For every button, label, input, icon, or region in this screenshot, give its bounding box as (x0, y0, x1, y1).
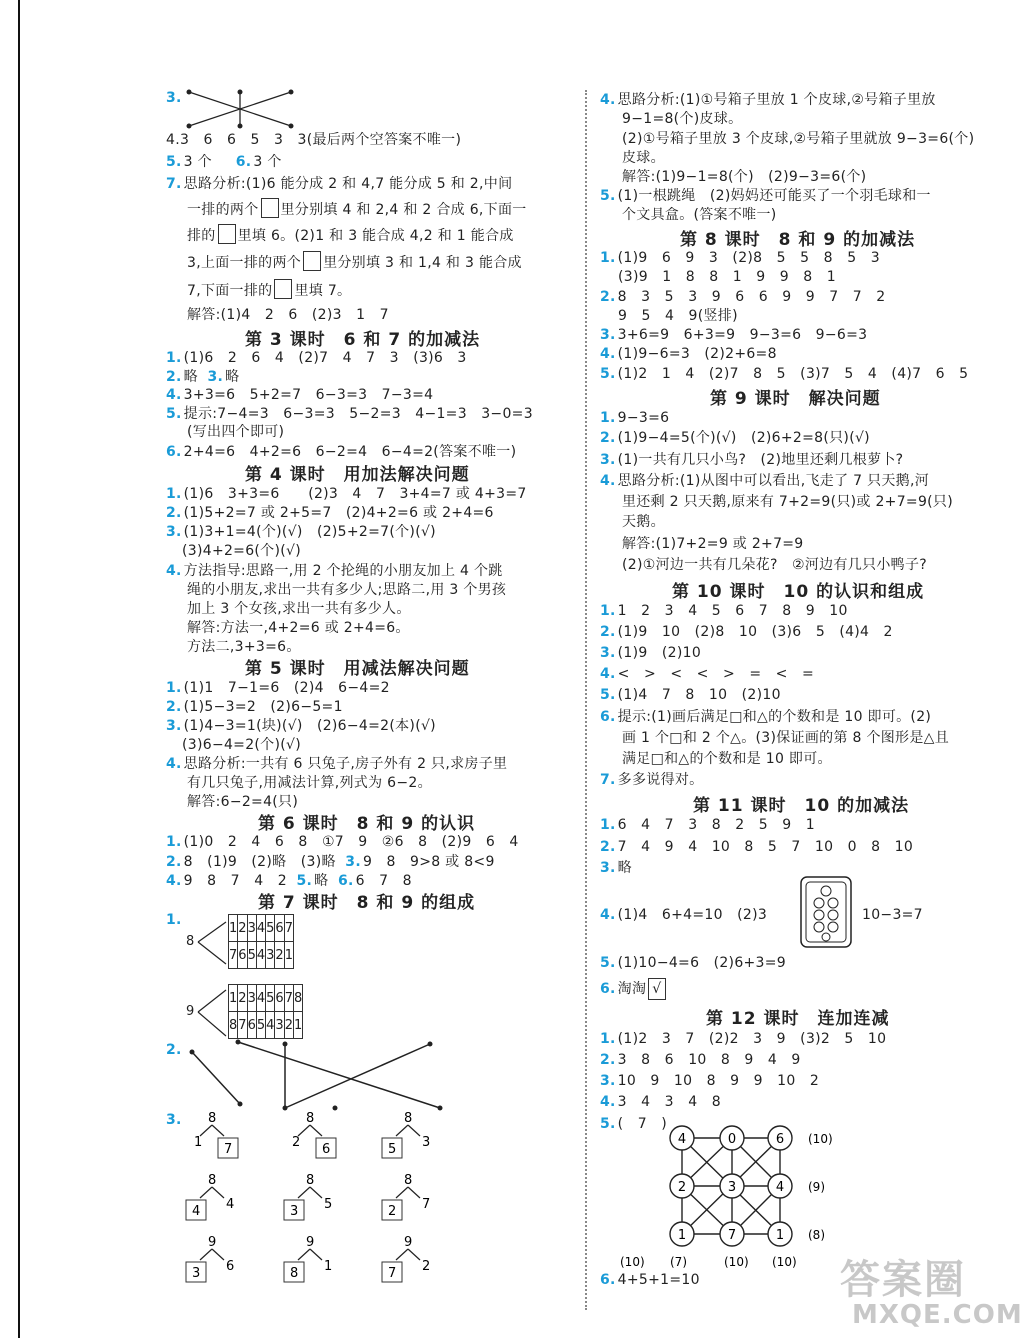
l5-q4: 4. 思路分析:一共有 6 只兔子,房子外有 2 只,求房子里 (166, 756, 508, 772)
column-sum-label: (10) (724, 1255, 749, 1269)
l10-q7: 7. 多多说得对。 (600, 772, 704, 788)
grid-cell: 7 (238, 1012, 247, 1039)
grid-cell: 1 (229, 915, 238, 942)
l10-q2: 2. (1)9 10 (2)8 10 (3)6 5 (4)4 2 (600, 624, 893, 640)
svg-text:4: 4 (677, 1132, 687, 1147)
l5-q4b: 有几只兔子,用减法计算,列式为 6−2。 (187, 775, 432, 791)
number-tree (186, 1173, 234, 1220)
q3-number: 3. (166, 90, 182, 106)
network-node (670, 1174, 694, 1198)
l6-q4-q6: 4. 9 8 7 4 2 5. 略 6. 6 7 8 (166, 873, 412, 889)
column-sum-label: (10) (620, 1255, 645, 1269)
svg-text:1: 1 (677, 1228, 687, 1243)
check-box: √ (648, 978, 665, 1000)
column-sum-label: (10) (772, 1255, 797, 1269)
l12-q1: 1. (1)2 3 7 (2)2 3 9 (3)2 5 10 (600, 1031, 887, 1047)
l7-q3-number-trees (180, 1106, 480, 1296)
l9-q3: 3. (1)一共有几只小鸟? (2)地里还剩几根萝卜? (600, 452, 904, 468)
l5-q2: 2. (1)5−3=2 (2)6−5=1 (166, 699, 343, 715)
svg-text:1: 1 (775, 1228, 785, 1243)
l3-q6: 6. 2+4=6 4+2=6 6−2=4 6−4=2(答案不唯一) (166, 444, 517, 460)
l11-q4b: 10−3=7 (862, 907, 923, 923)
grid-cell: 6 (238, 942, 247, 969)
svg-text:2: 2 (677, 1180, 687, 1195)
r-q4b: 9−1=8(个)皮球。 (622, 111, 743, 127)
number-tree (284, 1235, 332, 1282)
row-sum-label: (10) (808, 1132, 833, 1146)
tree-left: 5 (388, 1142, 397, 1157)
l5-q3: 3. (1)4−3=1(块)(√) (2)6−4=2(本)(√) (166, 718, 436, 734)
tree-right: 6 (322, 1142, 331, 1157)
q7-line5: 7,下面一排的 里填 7。 (187, 279, 351, 301)
l6-q2-q3: 2. 8 (1)9 (2)略 (3)略 3. 9 8 9>8 或 8<9 (166, 854, 495, 870)
q7-answer: 解答:(1)4 2 6 (2)3 1 7 (187, 307, 389, 323)
grid-cell: 6 (275, 985, 284, 1012)
l8-q4: 4. (1)9−6=3 (2)2+6=8 (600, 346, 777, 362)
q7-line4: 3,上面一排的两个 里分别填 3 和 1,4 和 3 能合成 (187, 251, 522, 273)
l7-q2-number: 2. (166, 1042, 182, 1058)
ten-frame-icon (800, 876, 852, 948)
network-node (670, 1126, 694, 1150)
tree-left: 4 (192, 1204, 201, 1219)
q4-answer: 4.3 6 6 5 3 3(最后两个空答案不唯一) (166, 132, 462, 148)
tree-top: 8 (306, 1111, 315, 1126)
grid-cell: 4 (256, 915, 265, 942)
l4-q3b: (3)4+2=6(个)(√) (182, 543, 301, 559)
tree-right: 5 (324, 1197, 333, 1212)
grid-cell: 8 (293, 985, 302, 1012)
tree-right: 1 (324, 1259, 333, 1274)
number-tree (382, 1111, 430, 1158)
column-divider (585, 90, 587, 1310)
column-sum-label: (7) (670, 1255, 687, 1269)
grid-cell: 5 (247, 942, 256, 969)
grid-cell: 2 (238, 915, 247, 942)
blank-box (274, 279, 292, 299)
grid-cell: 5 (256, 1012, 265, 1039)
l11-q2: 2. 7 4 9 4 10 8 5 7 10 0 8 10 (600, 839, 914, 855)
heading-lesson-8: 第 8 课时 8 和 9 的加减法 (680, 230, 916, 250)
l9-q1: 1. 9−3=6 (600, 410, 670, 426)
heading-lesson-5: 第 5 课时 用减法解决问题 (245, 659, 470, 679)
l8-q2: 2. 8 3 5 3 9 6 6 9 9 7 7 2 (600, 289, 886, 305)
tree-left: 2 (292, 1135, 301, 1150)
number-tree (382, 1173, 430, 1220)
l12-q5-number-network (612, 1118, 852, 1278)
l10-q3: 3. (1)9 (2)10 (600, 645, 702, 661)
tree-top: 9 (208, 1235, 217, 1250)
svg-text:0: 0 (727, 1132, 737, 1147)
heading-lesson-4: 第 4 课时 用加法解决问题 (245, 465, 470, 485)
grid-cell: 5 (266, 985, 275, 1012)
tree-left: 3 (192, 1266, 201, 1281)
tree-top: 8 (404, 1111, 413, 1126)
heading-lesson-6: 第 6 课时 8 和 9 的认识 (258, 814, 476, 834)
grid-cell: 3 (275, 1012, 284, 1039)
tree-left: 7 (388, 1266, 397, 1281)
l11-q5: 5. (1)10−4=6 (2)6+3=9 (600, 955, 787, 971)
l8-q2b: 9 5 4 9(竖排) (618, 308, 738, 324)
l11-q6: 6. 淘淘 √ (600, 978, 666, 1000)
number-tree (292, 1111, 336, 1158)
row-sum-label: (9) (808, 1180, 825, 1194)
grid-cell: 8 (229, 1012, 238, 1039)
blank-box (303, 251, 321, 271)
grid-8-composition (228, 914, 294, 969)
r-q4: 4. 思路分析:(1)①号箱子里放 1 个皮球,②号箱子里放 (600, 92, 936, 108)
l4-q1: 1. (1)6 3+3=6 (2)3 4 7 3+4=7 或 4+3=7 (166, 486, 527, 502)
q7-line1: 7. 思路分析:(1)6 能分成 2 和 4,7 能分成 5 和 2,中间 (166, 176, 513, 192)
grid-cell: 4 (256, 942, 265, 969)
heading-lesson-12: 第 12 课时 连加连减 (706, 1009, 890, 1029)
network-node (720, 1222, 744, 1246)
heading-lesson-10: 第 10 课时 10 的认识和组成 (672, 582, 925, 602)
grid-cell: 4 (256, 985, 265, 1012)
r-q4c: (2)①号箱子里放 3 个皮球,②号箱子里就放 9−3=6(个) (622, 131, 975, 147)
l5-q4c: 解答:6−2=4(只) (187, 794, 299, 810)
number-tree (284, 1173, 332, 1220)
tree-top: 8 (404, 1173, 413, 1188)
l12-q6: 6. 4+5+1=10 (600, 1272, 700, 1288)
grid-cell: 7 (229, 942, 238, 969)
tree-top: 8 (306, 1173, 315, 1188)
q3-line-diagram (185, 88, 295, 130)
grid9-label: 9 (186, 1004, 195, 1019)
l9-q4: 4. 思路分析:(1)从图中可以看出,飞走了 7 只天鹅,河 (600, 473, 930, 489)
grid-cell: 6 (275, 915, 284, 942)
network-node (768, 1222, 792, 1246)
grid-cell: 7 (284, 915, 293, 942)
l8-q1b: (3)9 1 8 8 1 9 9 8 1 (618, 269, 836, 285)
l7-q1-number: 1. (166, 912, 182, 928)
tree-right: 3 (422, 1135, 431, 1150)
heading-lesson-3: 第 3 课时 6 和 7 的加减法 (245, 330, 481, 350)
tree-right: 2 (422, 1259, 431, 1274)
tree-top: 9 (404, 1235, 413, 1250)
number-tree (382, 1235, 430, 1282)
l7-q3-number: 3. (166, 1112, 182, 1128)
l10-q4: 4. < > < < > = < = (600, 666, 815, 682)
heading-lesson-9: 第 9 课时 解决问题 (710, 389, 881, 409)
l4-q4b: 绳的小朋友,求出一共有多少人;思路二,用 3 个男孩 (187, 582, 507, 598)
q7-line2: 一排的两个 里分别填 4 和 2,4 和 2 合成 6,下面一 (187, 198, 527, 220)
l11-q4: 4. (1)4 6+4=10 (2)3 (600, 907, 768, 923)
l9-q2: 2. (1)9−4=5(个)(√) (2)6+2=8(只)(√) (600, 430, 870, 446)
l9-q4c: 天鹅。 (622, 514, 665, 530)
network-node (768, 1126, 792, 1150)
l10-q5: 5. (1)4 7 8 10 (2)10 (600, 687, 781, 703)
grid-cell: 1 (284, 942, 293, 969)
grid8-label: 8 (186, 934, 195, 949)
grid-cell: 3 (247, 985, 256, 1012)
l5-q1: 1. (1)1 7−1=6 (2)4 6−4=2 (166, 680, 390, 696)
l8-q3: 3. 3+6=9 6+3=9 9−3=6 9−6=3 (600, 327, 868, 343)
grid-cell: 1 (229, 985, 238, 1012)
svg-text:3: 3 (727, 1180, 737, 1195)
heading-lesson-11: 第 11 课时 10 的加减法 (693, 796, 910, 816)
l4-q4c: 加上 3 个女孩,求出一共有多少人。 (187, 601, 411, 617)
l10-q1: 1. 1 2 3 4 5 6 7 8 9 10 (600, 603, 848, 619)
l8-q1: 1. (1)9 6 9 3 (2)8 5 5 8 5 3 (600, 250, 880, 266)
l4-q3: 3. (1)3+1=4(个)(√) (2)5+2=7(个)(√) (166, 524, 436, 540)
grid-cell: 1 (293, 1012, 302, 1039)
l12-q5: 5. ( 7 ) (600, 1116, 668, 1132)
grid-cell: 2 (284, 1012, 293, 1039)
tree-left: 1 (194, 1135, 203, 1150)
l11-q3: 3. 略 (600, 860, 632, 876)
l10-q6c: 满足□和△的个数和是 10 即可。 (622, 751, 832, 767)
grid-cell: 2 (238, 985, 247, 1012)
r-q4e: 解答:(1)9−1=8(个) (2)9−3=6(个) (622, 169, 867, 185)
number-tree (186, 1235, 234, 1282)
grid-cell: 7 (284, 985, 293, 1012)
q5-q6-answer: 5. 3 个 6. 3 个 (166, 154, 282, 170)
tree-left: 8 (290, 1266, 299, 1281)
l9-q4b: 里还剩 2 只天鹅,原来有 7+2=9(只)或 2+7=9(只) (622, 494, 953, 510)
svg-text:7: 7 (727, 1228, 737, 1243)
watermark-logo: 答案圈 (840, 1257, 966, 1303)
tree-left: 3 (290, 1204, 299, 1219)
l4-q4e: 方法二,3+3=6。 (187, 639, 301, 655)
svg-text:6: 6 (775, 1132, 785, 1147)
l9-q4e: (2)①河边一共有几朵花? ②河边有几只小鸭子? (622, 557, 927, 573)
l10-q6b: 画 1 个□和 2 个△。(3)保证画的第 8 个图形是△且 (622, 730, 950, 746)
network-node (720, 1174, 744, 1198)
grid-cell: 5 (266, 915, 275, 942)
heading-lesson-7: 第 7 课时 8 和 9 的组成 (258, 893, 476, 913)
r-q5b: 个文具盒。(答案不唯一) (622, 207, 777, 223)
tree-right: 7 (422, 1197, 431, 1212)
l3-q2-q3: 2. 略 3. 略 (166, 369, 240, 385)
l12-q2: 2. 3 8 6 10 8 9 4 9 (600, 1052, 801, 1068)
grid8-bracket (196, 920, 228, 966)
l12-q4: 4. 3 4 3 4 8 (600, 1094, 721, 1110)
grid-cell: 4 (266, 1012, 275, 1039)
l3-q5-note: (写出四个即可) (187, 424, 285, 440)
l6-q1: 1. (1)0 2 4 6 8 ①7 9 ②6 8 (2)9 6 4 (166, 834, 519, 850)
tree-top: 8 (208, 1173, 217, 1188)
l3-q5: 5. 提示:7−4=3 6−3=3 5−2=3 4−1=3 3−0=3 (166, 406, 533, 422)
grid-cell: 2 (275, 942, 284, 969)
network-node (768, 1174, 792, 1198)
r-q4d: 皮球。 (622, 150, 665, 166)
blank-box (261, 198, 279, 218)
l12-q3: 3. 10 9 10 8 9 9 10 2 (600, 1073, 820, 1089)
l8-q5: 5. (1)2 1 4 (2)7 8 5 (3)7 5 4 (4)7 6 5 (600, 366, 969, 382)
l5-q3b: (3)6−4=2(个)(√) (182, 737, 301, 753)
r-q5: 5. (1)一根跳绳 (2)妈妈还可能买了一个羽毛球和一 (600, 188, 931, 204)
svg-text:4: 4 (775, 1180, 785, 1195)
tree-top: 8 (208, 1111, 217, 1126)
l10-q6: 6. 提示:(1)画后满足□和△的个数和是 10 即可。(2) (600, 709, 932, 725)
q7-line3: 排的 里填 6。(2)1 和 3 能合成 4,2 和 1 能合成 (187, 224, 514, 246)
blank-box (218, 224, 236, 244)
number-tree (194, 1111, 238, 1158)
page-left-border (18, 0, 20, 1338)
network-node (720, 1126, 744, 1150)
tree-left: 2 (388, 1204, 397, 1219)
l7-q2-matching-lines (180, 1038, 460, 1112)
l11-q1: 1. 6 4 7 3 8 2 5 9 1 (600, 817, 815, 833)
grid-cell: 3 (266, 942, 275, 969)
l3-q4: 4. 3+3=6 5+2=7 6−3=3 7−3=4 (166, 387, 434, 403)
watermark-url: MXQE.COM (852, 1300, 1023, 1330)
grid9-bracket (196, 988, 228, 1038)
l9-q4d: 解答:(1)7+2=9 或 2+7=9 (622, 536, 804, 552)
tree-right: 7 (224, 1142, 233, 1157)
grid-9-composition (228, 984, 303, 1039)
grid-cell: 3 (247, 915, 256, 942)
tree-right: 6 (226, 1259, 235, 1274)
network-node (670, 1222, 694, 1246)
tree-top: 9 (306, 1235, 315, 1250)
tree-right: 4 (226, 1197, 235, 1212)
l4-q4d: 解答:方法一,4+2=6 或 2+4=6。 (187, 620, 410, 636)
l4-q4: 4. 方法指导:思路一,用 2 个抡绳的小朋友加上 4 个跳 (166, 563, 503, 579)
l3-q1: 1. (1)6 2 6 4 (2)7 4 7 3 (3)6 3 (166, 350, 467, 366)
l4-q2: 2. (1)5+2=7 或 2+5=7 (2)4+2=6 或 2+4=6 (166, 505, 494, 521)
grid-cell: 6 (247, 1012, 256, 1039)
row-sum-label: (8) (808, 1228, 825, 1242)
